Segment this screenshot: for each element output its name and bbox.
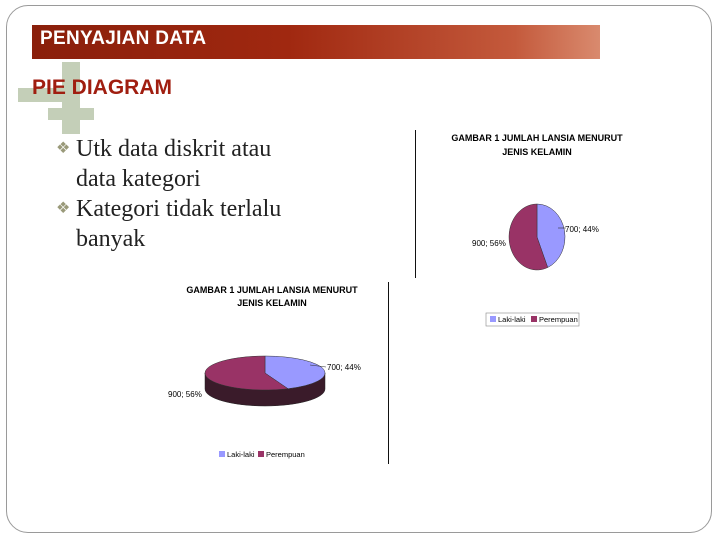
data-label: 900; 56% (168, 390, 202, 399)
subtitle-pie-diagram: PIE DIAGRAM (32, 76, 173, 99)
bullet-line: Kategori tidak terlalu (76, 196, 282, 222)
bullet-icon: ❖ (56, 200, 71, 217)
bullet-icon: ❖ (56, 140, 71, 157)
pie-slices-3d (205, 356, 325, 406)
data-label: 900; 56% (472, 239, 506, 248)
legend-label: Laki-laki (498, 315, 526, 324)
data-label: 700; 44% (327, 363, 361, 372)
slide-title: PENYAJIAN DATA (40, 28, 207, 49)
chart-title: GAMBAR 1 JUMLAH LANSIA MENURUT (451, 133, 623, 143)
bullet-line: banyak (76, 226, 146, 252)
legend-label: Perempuan (539, 315, 578, 324)
legend-label: Perempuan (266, 450, 305, 459)
chart-title: JENIS KELAMIN (502, 147, 572, 157)
legend-swatch-laki-laki (219, 451, 225, 457)
legend-swatch-perempuan (258, 451, 264, 457)
bullet-line: Utk data diskrit atau (76, 136, 272, 162)
chart-title: JENIS KELAMIN (237, 298, 307, 308)
data-label: 700; 44% (565, 225, 599, 234)
legend-label: Laki-laki (227, 450, 255, 459)
chart-title: GAMBAR 1 JUMLAH LANSIA MENURUT (186, 285, 358, 295)
bullet-line: data kategori (76, 166, 201, 192)
